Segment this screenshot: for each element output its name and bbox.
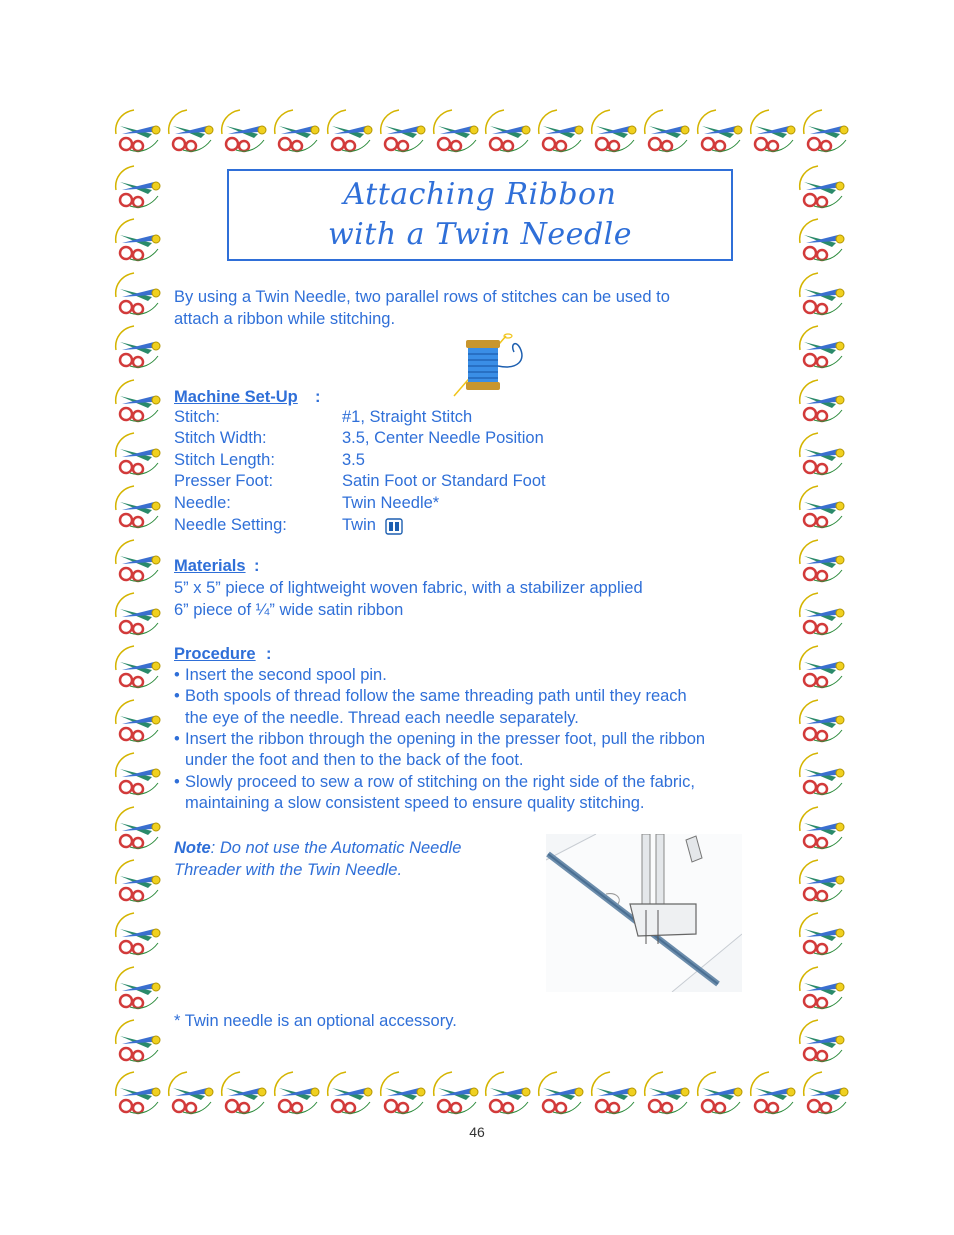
scissors-thread-motif-icon — [112, 747, 164, 799]
scissors-thread-motif-icon — [112, 1066, 164, 1118]
setup-label: Stitch Width: — [174, 429, 267, 447]
setup-label: Needle: — [174, 494, 231, 512]
scissors-thread-motif-icon — [796, 961, 848, 1013]
scissors-thread-motif-icon — [535, 1066, 587, 1118]
setup-row — [174, 471, 734, 493]
title-line-1: Attaching Ribbon — [343, 177, 617, 212]
scissors-thread-motif-icon — [165, 104, 217, 156]
scissors-thread-motif-icon — [747, 104, 799, 156]
page-number: 46 — [469, 1124, 485, 1140]
bullet-icon: • — [174, 730, 180, 748]
scissors-thread-motif-icon — [112, 534, 164, 586]
scissors-thread-motif-icon — [641, 1066, 693, 1118]
bullet-icon: • — [174, 773, 180, 791]
setup-value: #1, Straight Stitch — [342, 408, 473, 426]
scissors-thread-motif-icon — [796, 801, 848, 853]
setup-value: 3.5 — [342, 451, 365, 469]
scissors-thread-motif-icon — [796, 907, 848, 959]
scissors-thread-motif-icon — [271, 1066, 323, 1118]
scissors-thread-motif-icon — [796, 587, 848, 639]
title-box — [227, 169, 733, 261]
scissors-thread-motif-icon — [796, 427, 848, 479]
bullet-icon: • — [174, 666, 180, 684]
scissors-thread-motif-icon — [694, 104, 746, 156]
thread-spool-icon — [448, 326, 534, 398]
scissors-thread-motif-icon — [112, 427, 164, 479]
note-line-2: Threader with the Twin Needle. — [174, 861, 403, 879]
procedure-step-line: maintaining a slow consistent speed to ensure quality stitching. — [185, 794, 645, 812]
scissors-thread-motif-icon — [641, 104, 693, 156]
scissors-thread-motif-icon — [218, 104, 270, 156]
scissors-thread-motif-icon — [796, 480, 848, 532]
scissors-thread-motif-icon — [796, 854, 848, 906]
scissors-thread-motif-icon — [796, 1014, 848, 1066]
procedure-step-line: Slowly proceed to sew a row of stitching on the right side of the fabric, — [185, 773, 695, 791]
procedure-step-line: Insert the second spool pin. — [185, 666, 387, 684]
scissors-thread-motif-icon — [112, 320, 164, 372]
procedure-step-line: Both spools of thread follow the same threading path until they reach — [185, 687, 687, 705]
materials-item: 5” x 5” piece of lightweight woven fabric, with a stabilizer applied — [174, 579, 643, 597]
materials-colon: : — [254, 557, 260, 575]
scissors-thread-motif-icon — [588, 1066, 640, 1118]
setup-row — [174, 407, 734, 429]
scissors-thread-motif-icon — [796, 747, 848, 799]
machine-setup-heading-text: Machine Set-Up — [174, 388, 298, 406]
right-border — [796, 160, 852, 1066]
procedure-step-line: Insert the ribbon through the opening in the presser foot, pull the ribbon — [185, 730, 706, 748]
scissors-thread-motif-icon — [112, 374, 164, 426]
scissors-thread-motif-icon — [796, 213, 848, 265]
scissors-thread-motif-icon — [796, 320, 848, 372]
setup-row — [174, 450, 734, 472]
scissors-thread-motif-icon — [112, 213, 164, 265]
procedure-colon: : — [266, 645, 272, 663]
twin-needle-setting-icon — [385, 517, 403, 535]
scissors-thread-motif-icon — [112, 160, 164, 212]
scissors-thread-motif-icon — [112, 907, 164, 959]
footnote: * Twin needle is an optional accessory. — [174, 1012, 457, 1030]
bullet-icon: • — [174, 687, 180, 705]
setup-label: Stitch Length: — [174, 451, 275, 469]
bottom-border — [112, 1066, 852, 1122]
setup-row — [174, 428, 734, 450]
materials-heading — [174, 556, 246, 578]
scissors-thread-motif-icon — [747, 1066, 799, 1118]
intro-line-1: By using a Twin Needle, two parallel rows of stitches can be used to — [174, 288, 670, 306]
scissors-thread-motif-icon — [112, 267, 164, 319]
scissors-thread-motif-icon — [271, 104, 323, 156]
setup-row — [174, 493, 734, 515]
setup-value — [342, 515, 403, 537]
scissors-thread-motif-icon — [377, 104, 429, 156]
scissors-thread-motif-icon — [112, 1014, 164, 1066]
materials-item: 6” piece of ¼” wide satin ribbon — [174, 601, 404, 619]
scissors-thread-motif-icon — [796, 640, 848, 692]
scissors-thread-motif-icon — [796, 267, 848, 319]
top-border — [112, 104, 852, 160]
scissors-thread-motif-icon — [324, 1066, 376, 1118]
scissors-thread-motif-icon — [430, 1066, 482, 1118]
scissors-thread-motif-icon — [112, 854, 164, 906]
scissors-thread-motif-icon — [112, 694, 164, 746]
scissors-thread-motif-icon — [796, 534, 848, 586]
scissors-thread-motif-icon — [112, 640, 164, 692]
scissors-thread-motif-icon — [112, 961, 164, 1013]
scissors-thread-motif-icon — [377, 1066, 429, 1118]
note-line-1 — [174, 837, 461, 859]
setup-row — [174, 515, 734, 537]
scissors-thread-motif-icon — [800, 104, 852, 156]
scissors-thread-motif-icon — [796, 694, 848, 746]
setup-label: Stitch: — [174, 408, 220, 426]
scissors-thread-motif-icon — [112, 104, 164, 156]
procedure-step-line: the eye of the needle. Thread each needle separately. — [185, 709, 579, 727]
presser-foot-ribbon-illustration — [546, 834, 742, 992]
scissors-thread-motif-icon — [324, 104, 376, 156]
procedure-step-line: under the foot and then to the back of the foot. — [185, 751, 524, 769]
setup-label: Presser Foot: — [174, 472, 274, 490]
scissors-thread-motif-icon — [482, 104, 534, 156]
scissors-thread-motif-icon — [588, 104, 640, 156]
setup-label: Needle Setting: — [174, 516, 287, 534]
setup-value: 3.5, Center Needle Position — [342, 429, 544, 447]
scissors-thread-motif-icon — [430, 104, 482, 156]
note-label: Note — [174, 839, 211, 857]
note-text-1: : Do not use the Automatic Needle — [210, 839, 462, 857]
scissors-thread-motif-icon — [112, 587, 164, 639]
scissors-thread-motif-icon — [112, 801, 164, 853]
machine-setup-heading — [174, 387, 298, 409]
procedure-heading-text: Procedure — [174, 645, 256, 663]
setup-value: Satin Foot or Standard Foot — [342, 472, 546, 490]
scissors-thread-motif-icon — [218, 1066, 270, 1118]
title-line-2: with a Twin Needle — [328, 217, 632, 252]
setup-value: Twin Needle* — [342, 494, 440, 512]
left-border — [112, 160, 168, 1066]
scissors-thread-motif-icon — [796, 160, 848, 212]
scissors-thread-motif-icon — [482, 1066, 534, 1118]
intro-line-2: attach a ribbon while stitching. — [174, 310, 396, 328]
scissors-thread-motif-icon — [165, 1066, 217, 1118]
machine-setup-colon: : — [315, 388, 321, 406]
scissors-thread-motif-icon — [694, 1066, 746, 1118]
needle-setting-value: Twin — [342, 516, 376, 534]
materials-heading-text: Materials — [174, 557, 246, 575]
procedure-heading — [174, 644, 256, 666]
note — [174, 837, 461, 881]
scissors-thread-motif-icon — [112, 480, 164, 532]
scissors-thread-motif-icon — [796, 374, 848, 426]
scissors-thread-motif-icon — [800, 1066, 852, 1118]
scissors-thread-motif-icon — [535, 104, 587, 156]
